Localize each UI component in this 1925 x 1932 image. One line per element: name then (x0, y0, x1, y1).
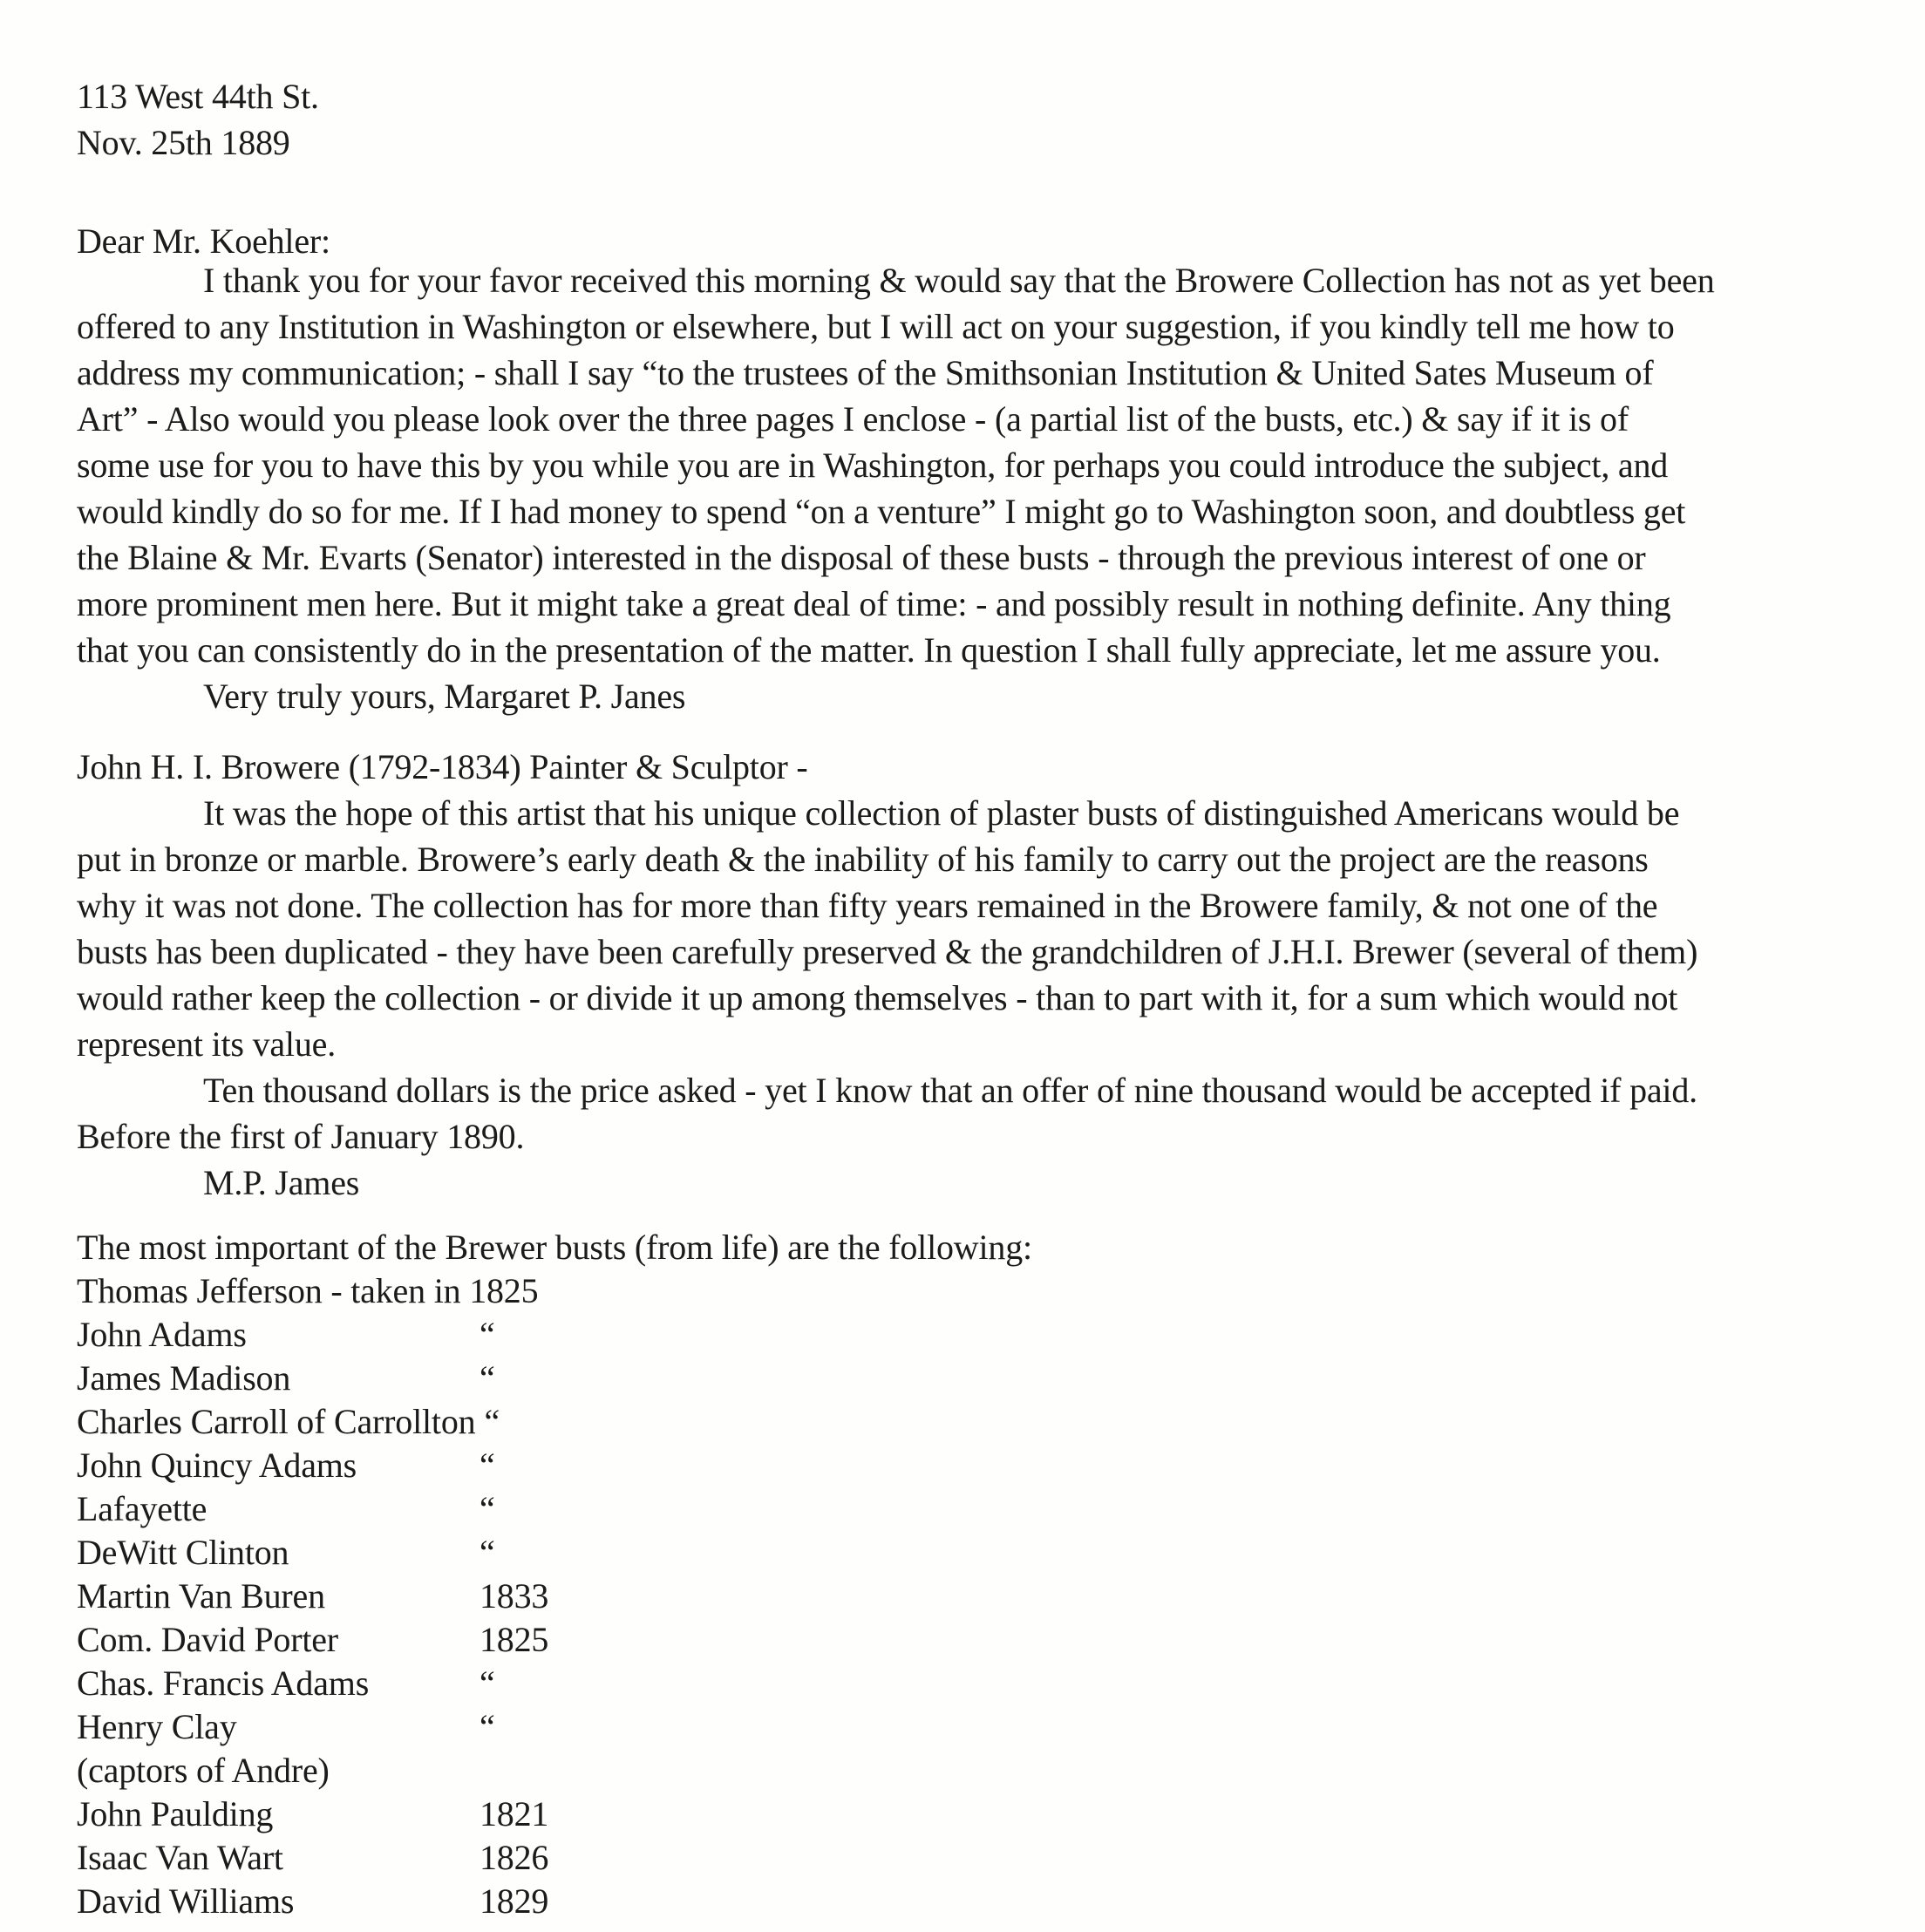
bust-year: “ (480, 1707, 495, 1746)
letter-body-line: some use for you to have this by you while you are in Washington, for perhaps you could introduce the subject, and (77, 446, 1669, 485)
bust-year: 1821 (480, 1794, 549, 1833)
bust-name: Thomas Jefferson - taken in 1825 (77, 1271, 539, 1310)
bust-row (77, 1531, 1887, 1575)
letter-body-line: address my communication; - shall I say “to the trustees of the Smithsonian Institution & United Sates Museum of (77, 353, 1654, 392)
memo-body-line: would rather keep the collection - or divide it up among themselves - than to part with it, for a sum which would not (77, 978, 1678, 1017)
memo-heading: John H. I. Browere (1792-1834) Painter & Sculptor - (77, 747, 808, 786)
letter-body-line: would kindly do so for me. If I had money to spend “on a venture” I might go to Washington soon, and doubtless get (77, 492, 1686, 531)
bust-year: “ (480, 1315, 495, 1354)
bust-name: Com. David Porter (77, 1620, 338, 1659)
memo-body-line: put in bronze or marble. Browere’s early death & the inability of his family to carry out the project are the reasons (77, 840, 1649, 879)
bust-name: John Adams (77, 1315, 247, 1354)
letter-body-line: the Blaine & Mr. Evarts (Senator) interested in the disposal of these busts - through the previous interest of one or (77, 538, 1646, 577)
bust-row (77, 1880, 1887, 1923)
letter-body-line: I thank you for your favor received this morning & would say that the Browere Collection has not as yet been (203, 261, 1715, 300)
bust-name: John Quincy Adams (77, 1446, 357, 1485)
bust-row (77, 1400, 1887, 1444)
bust-row (77, 1793, 1887, 1836)
letter-body-line: offered to any Institution in Washington or elsewhere, but I will act on your suggestion, if you kindly tell me how to (77, 307, 1675, 346)
bust-row (77, 1487, 1887, 1531)
bust-name: John Paulding (77, 1794, 274, 1833)
memo-price-line: Before the first of January 1890. (77, 1117, 525, 1156)
letter-body (77, 257, 1887, 719)
memo-price-line: Ten thousand dollars is the price asked - yet I know that an offer of nine thousand would be accepted if paid. (203, 1071, 1697, 1110)
memo-body-line: why it was not done. The collection has for more than fifty years remained in the Browere family, & not one of the (77, 886, 1658, 925)
bust-year: “ (480, 1446, 495, 1485)
bust-row (77, 1662, 1887, 1705)
bust-year: “ (484, 1402, 500, 1441)
bust-name: Martin Van Buren (77, 1576, 325, 1616)
memo-body-line: busts has been duplicated - they have been carefully preserved & the grandchildren of J.H.I. Brewer (several of them) (77, 932, 1698, 971)
bust-name: DeWitt Clinton (77, 1533, 289, 1572)
bust-name: Henry Clay (77, 1707, 237, 1746)
letter-body-line: more prominent men here. But it might take a great deal of time: - and possibly result in nothing definite. Any thing (77, 584, 1671, 623)
bust-name: Charles Carroll of Carrollton (77, 1402, 476, 1441)
bust-row (77, 1269, 1887, 1313)
memo-body-line: It was the hope of this artist that his unique collection of plaster busts of distinguished Americans would be (203, 793, 1680, 833)
bust-row (77, 1705, 1887, 1749)
address-line-street: 113 West 44th St. (77, 77, 319, 116)
bust-year: 1825 (480, 1620, 549, 1659)
bust-name: David Williams (77, 1881, 295, 1921)
bust-list (77, 1226, 1887, 1923)
salutation-line: Dear Mr. Koehler: (77, 221, 330, 261)
bust-row (77, 1357, 1887, 1400)
bust-row (77, 1749, 1887, 1793)
memo-signature: M.P. James (203, 1163, 360, 1202)
letter-body-line: that you can consistently do in the presentation of the matter. In question I shall fully appreciate, let me assure you. (77, 630, 1661, 670)
memo-body-line: represent its value. (77, 1024, 336, 1064)
bust-row (77, 1618, 1887, 1662)
bust-name: Chas. Francis Adams (77, 1663, 370, 1703)
bust-name: Isaac Van Wart (77, 1838, 283, 1877)
bust-name: James Madison (77, 1358, 291, 1398)
bust-row (77, 1313, 1887, 1357)
bust-name: Lafayette (77, 1489, 207, 1528)
letter-body-line: Art” - Also would you please look over the three pages I enclose - (a partial list of the busts, etc.) & say if it is of (77, 399, 1629, 439)
bust-year: 1833 (480, 1576, 549, 1616)
sender-address-block (77, 73, 1887, 166)
bust-row (77, 1836, 1887, 1880)
address-line-date: Nov. 25th 1889 (77, 123, 290, 162)
bust-year: “ (480, 1533, 495, 1572)
bust-row (77, 1444, 1887, 1487)
letter-closing: Very truly yours, Margaret P. Janes (203, 677, 686, 716)
bust-name: (captors of Andre) (77, 1751, 330, 1790)
bust-year: 1826 (480, 1838, 549, 1877)
bust-year: 1829 (480, 1881, 549, 1921)
bust-list-intro: The most important of the Brewer busts (from life) are the following: (77, 1228, 1032, 1267)
bust-year: “ (480, 1358, 495, 1398)
bust-year: “ (480, 1489, 495, 1528)
browere-memo (77, 744, 1887, 1206)
bust-row (77, 1575, 1887, 1618)
bust-year: “ (480, 1663, 495, 1703)
